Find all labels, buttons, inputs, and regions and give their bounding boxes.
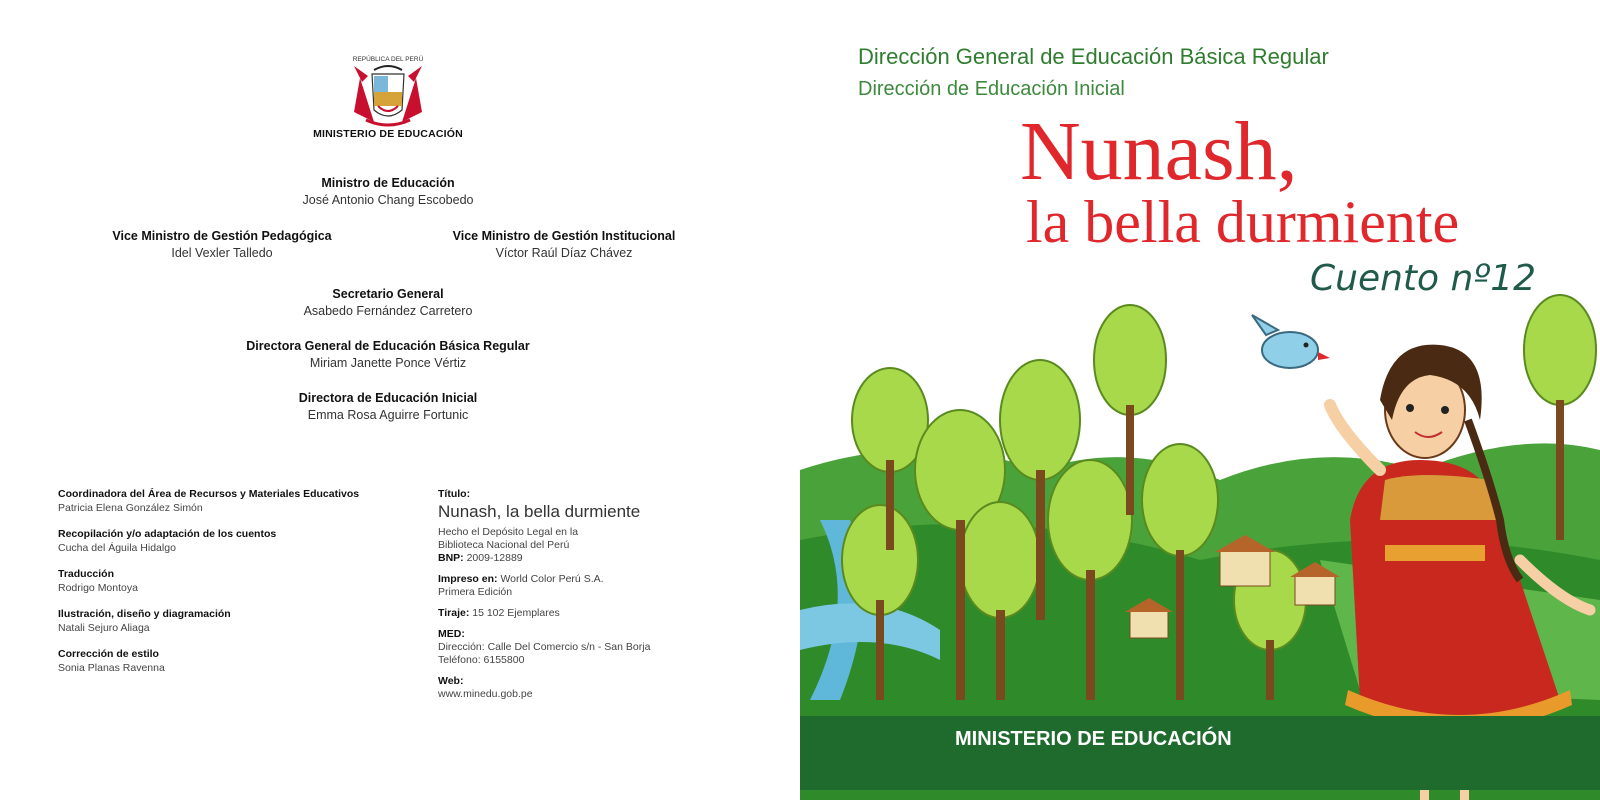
tiraje-label: Tiraje: [438, 607, 470, 619]
tiraje-value: 15 102 Ejemplares [472, 607, 560, 619]
header-direccion-inicial: Dirección de Educación Inicial [858, 78, 1125, 100]
bnp-value: 2009-12889 [466, 552, 523, 564]
role-vice-institucional [414, 229, 714, 260]
credit-title: Traducción [58, 568, 115, 580]
credit-title: Recopilación y/o adaptación de los cuentos [58, 528, 277, 540]
role-title: Directora General de Educación Básica Regular [246, 339, 530, 353]
credit-name: Sonia Planas Ravenna [58, 662, 165, 674]
crest-caption: REPÚBLICA DEL PERÚ [352, 56, 424, 63]
credit-name: Natali Sejuro Aliaga [58, 622, 150, 634]
role-directora-inicial [238, 391, 538, 422]
book-title: Nunash, la bella durmiente [438, 502, 641, 521]
role-name: Víctor Raúl Díaz Chávez [495, 246, 633, 260]
cover-subtitle: Cuento nº12 [1310, 258, 1537, 299]
credit-name: Patricia Elena González Simón [58, 502, 203, 514]
peru-coat-of-arms-logo [340, 52, 436, 132]
cover-title-line-2: la bella durmiente [1026, 189, 1460, 255]
bnp-label: BNP: [438, 552, 464, 564]
web-value: www.minedu.gob.pe [438, 688, 533, 700]
role-vice-pedagogica [72, 229, 372, 260]
role-title: Secretario General [332, 287, 444, 301]
web-label: Web: [438, 675, 464, 687]
credit-name: Rodrigo Montoya [58, 582, 138, 594]
credit-correccion [58, 648, 398, 674]
credit-recopilacion [58, 528, 398, 554]
titulo-label: Título: [438, 488, 471, 500]
role-name: Emma Rosa Aguirre Fortunic [307, 408, 469, 422]
role-name: Asabedo Fernández Carretero [303, 304, 473, 318]
impreso-label: Impreso en: [438, 573, 498, 585]
role-name: José Antonio Chang Escobedo [302, 193, 474, 207]
role-secretario [238, 287, 538, 318]
role-title: Vice Ministro de Gestión Institucional [452, 229, 676, 243]
credit-name: Cucha del Águila Hidalgo [58, 542, 176, 554]
credit-title: Coordinadora del Área de Recursos y Materiales Educativos [58, 488, 360, 500]
credit-coordinadora [58, 488, 398, 514]
role-name: Idel Vexler Talledo [171, 246, 273, 260]
ministry-label: MINISTERIO DE EDUCACIÓN [313, 128, 463, 140]
role-title: Ministro de Educación [321, 176, 455, 190]
impreso-line [438, 573, 758, 586]
impreso-value: World Color Perú S.A. [500, 573, 604, 585]
bnp-line [438, 552, 758, 565]
role-name: Miriam Janette Ponce Vértiz [309, 356, 467, 370]
role-minister [238, 176, 538, 207]
edicion-line: Primera Edición [438, 586, 513, 598]
med-label: MED: [438, 628, 465, 640]
tiraje-line [438, 607, 758, 620]
deposito-line-2: Biblioteca Nacional del Perú [438, 539, 570, 551]
deposito-line-1: Hecho el Depósito Legal en la [438, 526, 579, 538]
cover-title-line-1: Nunash, [1020, 105, 1298, 198]
header-direccion-general: Dirección General de Educación Básica Regular [858, 44, 1329, 69]
direccion-line: Dirección: Calle Del Comercio s/n - San Borja [438, 641, 651, 653]
credit-title: Corrección de estilo [58, 648, 159, 660]
telefono-line: Teléfono: 6155800 [438, 654, 525, 666]
role-title: Vice Ministro de Gestión Pedagógica [112, 229, 332, 243]
role-directora-general [198, 339, 578, 370]
publication-info [438, 488, 758, 701]
credit-ilustracion [58, 608, 398, 634]
role-title: Directora de Educación Inicial [298, 391, 478, 405]
credit-traduccion [58, 568, 398, 594]
cover-banner-label: MINISTERIO DE EDUCACIÓN [955, 728, 1232, 750]
credit-title: Ilustración, diseño y diagramación [58, 608, 231, 620]
